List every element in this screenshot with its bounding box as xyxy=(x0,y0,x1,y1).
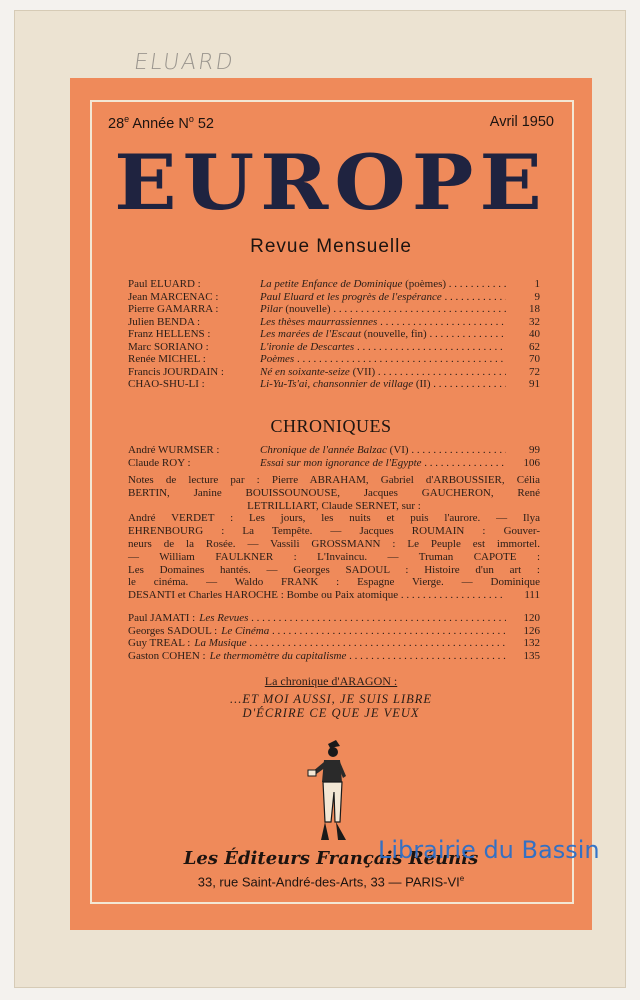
toc-work: Le Cinéma . . . xyxy=(221,625,506,638)
toc-author: Renée MICHEL : xyxy=(128,353,206,365)
toc-page: 72 xyxy=(529,365,540,378)
toc-entry xyxy=(128,278,540,291)
toc-entry xyxy=(128,637,540,650)
toc-author: Claude ROY : xyxy=(128,456,191,469)
reading-notes-line: — William FAULKNER : L'Invaincu. — Truman CAPOTE : xyxy=(128,550,540,563)
toc-entry xyxy=(128,625,540,638)
toc-entry xyxy=(128,353,540,366)
toc-entry xyxy=(128,341,540,354)
toc-work: La petite Enfance de Dominique (poèmes) . . . xyxy=(260,278,506,291)
reading-notes-line: LETRILLIART, Claude SERNET, sur : xyxy=(247,499,421,512)
toc-page: 18 xyxy=(529,303,540,315)
handwritten-annotation: ELUARD xyxy=(132,50,237,75)
toc-work: La Musique . . . xyxy=(194,637,506,650)
chroniques-heading: CHRONIQUES xyxy=(270,416,392,436)
toc-author: Julien BENDA : xyxy=(128,315,201,328)
toc-author: Pierre GAMARRA : xyxy=(128,303,219,315)
toc-entry xyxy=(128,316,540,329)
toc-work: Les thèses maurrassiennes . . . xyxy=(260,316,506,329)
magazine-subtitle: Revue Mensuelle xyxy=(250,236,412,257)
toc-work: Pilar (nouvelle) . . . xyxy=(260,303,506,316)
publisher-name: Les Éditeurs Français Réunis xyxy=(183,848,479,869)
issue-date: Avril 1950 xyxy=(489,114,554,130)
toc-author: André WURMSER : xyxy=(128,444,220,456)
toc-entry xyxy=(128,328,540,341)
toc-entry xyxy=(128,303,540,316)
toc-entry xyxy=(128,366,540,379)
toc-work: Le thermomètre du capitalisme . . . xyxy=(210,650,506,663)
magazine-title: EUROPE xyxy=(114,138,548,228)
reading-notes-line: EHRENBOURG : La Tempête. — Jacques ROUMAIN : Gouver- xyxy=(128,525,540,538)
toc-page: 9 xyxy=(534,290,540,303)
toc-work: Les Revues . . . xyxy=(199,612,506,625)
toc-page: 32 xyxy=(529,315,540,328)
toc-page: 135 xyxy=(523,649,540,662)
toc-author: Paul ELUARD : xyxy=(128,278,201,290)
toc-entry xyxy=(128,444,540,457)
aragon-heading: La chronique d'ARAGON : xyxy=(264,674,398,688)
toc-page: 70 xyxy=(529,353,540,365)
reading-notes-last-line: DESANTI et Charles HAROCHE : Bombe ou Paix atomique . . . 111 xyxy=(128,589,540,602)
toc-page: 120 xyxy=(523,612,540,624)
toc-work: Paul Eluard et les progrès de l'espérance . . . xyxy=(260,291,506,304)
toc-page: 106 xyxy=(523,456,540,469)
aragon-title: ...ET MOI AUSSI, JE SUIS LIBRE D'ÉCRIRE CE QUE JE VEUX xyxy=(229,692,433,720)
toc-author: Jean MARCENAC : xyxy=(128,290,219,303)
toc-work: L'ironie de Descartes . . . xyxy=(260,341,506,354)
watermark: Librairie du Bassin xyxy=(378,836,600,864)
toc-work: Poèmes . . . xyxy=(260,353,506,366)
magazine-cover xyxy=(70,78,592,930)
toc-work: Chronique de l'année Balzac (VI) . . . xyxy=(260,444,506,457)
publisher-address: 33, rue Saint-André-des-Arts, 33 — PARIS-VIe xyxy=(197,874,465,890)
toc-work: Essai sur mon ignorance de l'Egypte . . . xyxy=(260,457,506,470)
toc-page: 62 xyxy=(529,340,540,353)
toc-page: 126 xyxy=(523,624,540,637)
toc-author: Franz HELLENS : xyxy=(128,328,211,340)
toc-entry xyxy=(128,291,540,304)
reading-notes-line: BERTIN, Janine BOUISSOUNOUSE, Jacques GAUCHERON, René xyxy=(128,486,540,499)
reading-notes-line: Notes de lecture par : Pierre ABRAHAM, Gabriel d'ARBOUSSIER, Célia xyxy=(128,474,540,486)
chroniques-list xyxy=(128,444,540,469)
toc-work: Li-Yu-Ts'ai, chansonnier de village (II) . . . xyxy=(260,378,506,391)
toc-page: 91 xyxy=(529,378,540,390)
sailor-figure-illustration xyxy=(306,738,356,848)
table-of-contents xyxy=(128,278,540,391)
toc-page: 1 xyxy=(534,278,540,290)
toc-author: Georges SADOUL : xyxy=(128,624,218,637)
issue-line xyxy=(108,114,554,132)
toc-author: CHAO-SHU-LI : xyxy=(128,378,205,390)
reading-notes xyxy=(128,474,540,602)
toc-page: 132 xyxy=(523,637,540,649)
toc-entry xyxy=(128,650,540,663)
toc-author: Guy TREAL : xyxy=(128,637,191,649)
toc-author: Paul JAMATI : xyxy=(128,612,196,624)
toc-author: Francis JOURDAIN : xyxy=(128,365,224,378)
toc-entry xyxy=(128,612,540,625)
issue-number: 28e Année $N^o$ 52 xyxy=(108,114,215,132)
chroniques-list-2 xyxy=(128,612,540,662)
toc-entry xyxy=(128,378,540,391)
toc-page: 40 xyxy=(529,328,540,340)
reading-notes-line: André VERDET : Les jours, les nuits et puis l'aurore. — Ilya xyxy=(128,512,540,525)
reading-notes-line: Les Domaines hantés. — Georges SADOUL : Histoire d'un art : xyxy=(128,563,540,576)
toc-work: Né en soixante-seize (VII) . . . xyxy=(260,366,506,379)
toc-work: Les marées de l'Escaut (nouvelle, fin) . . . xyxy=(260,328,506,341)
toc-page: 99 xyxy=(529,444,540,456)
reading-notes-line: le cinéma. — Waldo FRANK : Espagne Vierge. — Dominique xyxy=(128,576,540,589)
reading-notes-line: neurs de la Rosée. — Vassili GROSSMANN : Le Peuple est immortel. xyxy=(128,537,540,550)
toc-author: Marc SORIANO : xyxy=(128,340,209,353)
toc-entry xyxy=(128,457,540,470)
toc-author: Gaston COHEN : xyxy=(128,649,206,662)
